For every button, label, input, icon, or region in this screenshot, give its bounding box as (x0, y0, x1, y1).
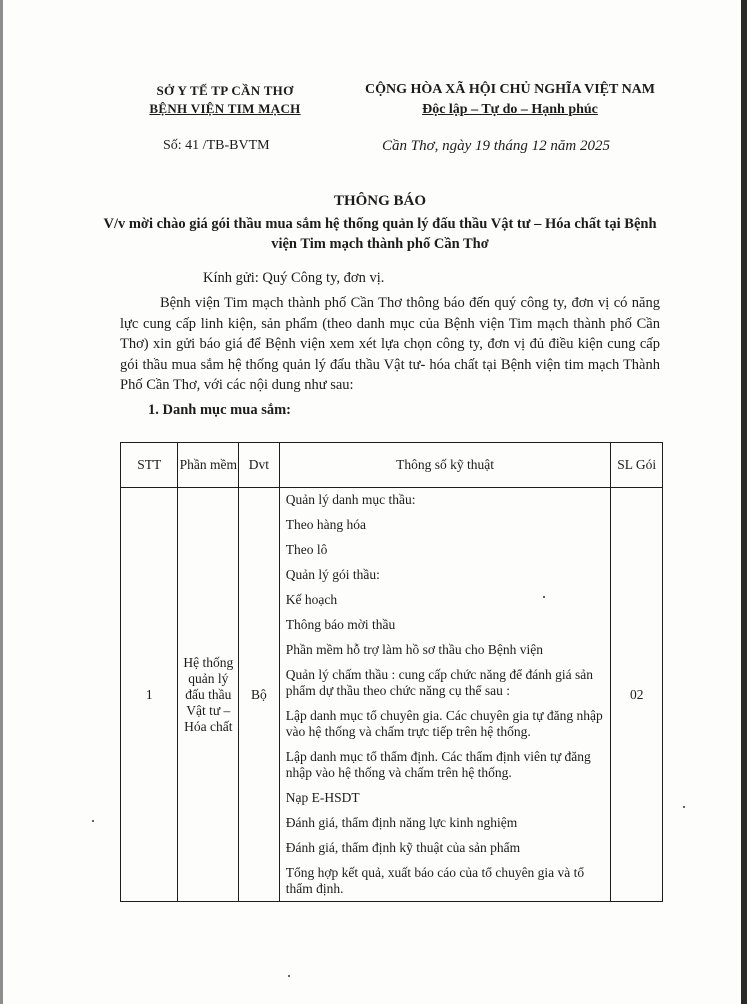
cell-unit: Bộ (239, 488, 280, 902)
spec-line: Quản lý chấm thầu : cung cấp chức năng để đánh giá sản phẩm dự thầu theo chức năng cụ thể sau : (285, 667, 593, 698)
document-subject: V/v mời chào giá gói thầu mua sắm hệ thống quản lý đấu thầu Vật tư – Hóa chất tại Bệnh viện Tim mạch thành phố Cần Thơ (103, 216, 657, 252)
section-heading: 1. Danh mục mua sắm: (148, 402, 291, 418)
spec-line: Kế hoạch (285, 592, 338, 607)
cell-stt: 1 (121, 488, 178, 902)
spec-line: Theo hàng hóa (285, 517, 366, 532)
document-title: THÔNG BÁO (333, 193, 427, 209)
cell-spec (279, 488, 611, 902)
header-qty: SL Gói (611, 443, 663, 488)
scan-speck (683, 806, 685, 808)
spec-line: Theo lô (285, 542, 328, 557)
scan-speck (543, 596, 545, 598)
intro-paragraph: Bệnh viện Tim mạch thành phố Cần Thơ thông báo đến quý công ty, đơn vị có năng lực cung cấp linh kiện, sản phẩm (theo danh mục của Bệnh viện Tim mạch thành phố Cần Thơ) xin gửi báo giá để Bệnh viện xem xét lựa chọn công ty, đơn vị đủ điều kiện cung cấp gói thầu mua sắm hệ thống quản lý đấu thầu Vật tư- hóa chất tại Bệnh viện tim mạch Thành Phố Cần Thơ, với các nội dung như sau: (120, 295, 660, 393)
spec-line: Quản lý danh mục thầu: (285, 492, 416, 507)
scan-speck (288, 975, 290, 977)
scan-edge-right (741, 0, 747, 1004)
table-header-row (121, 443, 663, 488)
issuer-department: SỞ Y TẾ TP CẦN THƠ (156, 83, 294, 98)
spec-line: Thông báo mời thầu (285, 617, 396, 632)
issuer-header (120, 82, 330, 118)
greeting: Kính gửi: Quý Công ty, đơn vị. (203, 270, 385, 286)
header-spec: Thông số kỹ thuật (279, 443, 611, 488)
spec-line: Đánh giá, thẩm định kỹ thuật của sản phẩm (285, 840, 521, 855)
cell-software: Hệ thống quản lý đấu thầu Vật tư – Hóa chất (178, 488, 239, 902)
header-software: Phần mềm (178, 443, 239, 488)
spec-line: Đánh giá, thẩm định năng lực kinh nghiệm (285, 815, 518, 830)
header-unit: Dvt (239, 443, 280, 488)
scan-edge-left (0, 0, 3, 1004)
national-motto: Độc lập – Tự do – Hạnh phúc (422, 102, 598, 117)
spec-line: Phần mềm hỗ trợ làm hồ sơ thầu cho Bệnh viện (285, 642, 543, 657)
document-number: Số: 41 /TB-BVTM (163, 138, 270, 153)
scan-speck (92, 820, 94, 822)
table-row (121, 488, 663, 902)
issuer-hospital: BỆNH VIỆN TIM MẠCH (149, 101, 301, 116)
document-date: Cần Thơ, ngày 19 tháng 12 năm 2025 (382, 138, 611, 154)
procurement-table (120, 442, 663, 902)
spec-line: Lập danh mục tổ thẩm định. Các thẩm định viên tự đăng nhập vào hệ thống và chấm trên hệ thống. (285, 749, 591, 780)
spec-line: Lập danh mục tổ chuyên gia. Các chuyên gia tự đăng nhập vào hệ thống và chấm trực tiếp trên hệ thống. (285, 708, 603, 739)
national-header (345, 80, 675, 120)
spec-line: Quản lý gói thầu: (285, 567, 380, 582)
spec-line: Tổng hợp kết quả, xuất báo cáo của tổ chuyên gia và tổ thẩm định. (285, 865, 585, 896)
header-stt: STT (121, 443, 178, 488)
cell-qty: 02 (611, 488, 663, 902)
spec-line: Nạp E-HSDT (285, 790, 360, 805)
national-title: CỘNG HÒA XÃ HỘI CHỦ NGHĨA VIỆT NAM (364, 82, 655, 97)
